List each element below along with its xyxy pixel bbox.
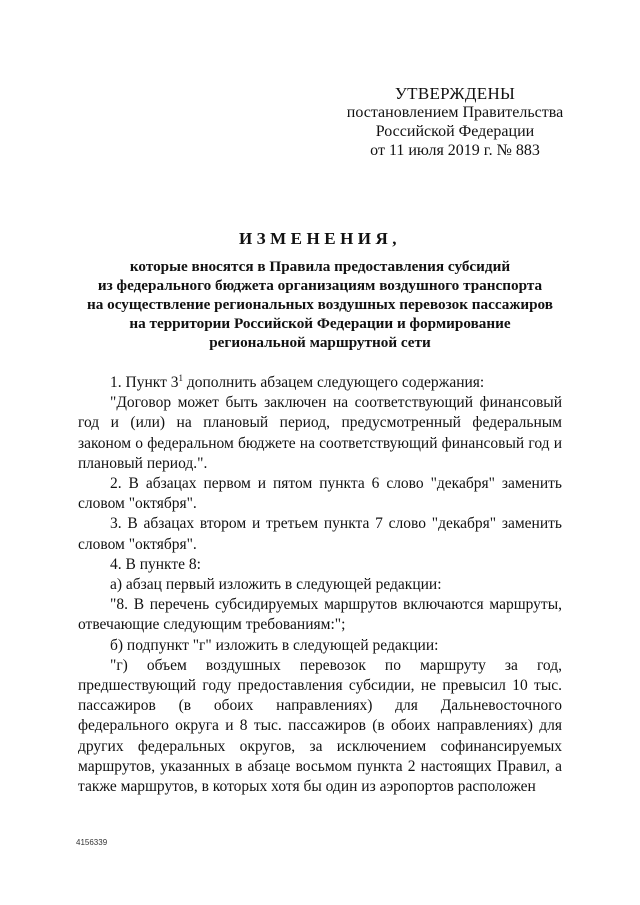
subtitle-line: региональной маршрутной сети bbox=[209, 334, 431, 351]
approved-title: УТВЕРЖДЕНЫ bbox=[394, 84, 516, 103]
paragraph-2: "Договор может быть заключен на соответствующий финансовый год и (или) на плановый период, предусмотренный федеральным законом о федеральном бюджете на соответствующий финансовый год и плановый период.". bbox=[78, 394, 562, 472]
document-code: 4156339 bbox=[76, 838, 108, 847]
paragraph-7: "8. В перечень субсидируемых маршрутов включаются маршруты, отвечающие следующим требованиям:"; bbox=[78, 596, 562, 634]
paragraph-1-end: дополнить абзацем следующего содержания: bbox=[182, 374, 485, 391]
approval-stamp bbox=[330, 84, 580, 160]
subtitle-line: из федерального бюджета организациям воздушного транспорта bbox=[97, 277, 543, 294]
approved-line-2: Российской Федерации bbox=[375, 123, 535, 140]
paragraph-8: б) подпункт "г" изложить в следующей редакции: bbox=[110, 636, 439, 654]
document-heading bbox=[70, 229, 570, 352]
paragraph-4: 3. В абзацах втором и третьем пункта 7 слово "декабря" заменить словом "октября". bbox=[78, 515, 562, 553]
subtitle-line: на осуществление региональных воздушных перевозок пассажиров bbox=[87, 296, 553, 313]
subtitle-line: которые вносятся в Правила предоставления субсидий bbox=[129, 258, 511, 275]
changes-title: ИЗМЕНЕНИЯ, bbox=[238, 229, 402, 248]
document-body bbox=[78, 373, 562, 797]
paragraph-1-start: 1. Пункт 3 bbox=[110, 374, 179, 391]
paragraph-5: 4. В пункте 8: bbox=[110, 555, 201, 573]
paragraph-9: "г) объем воздушных перевозок по маршруту за год, предшествующий году предоставления субсидии, не превысил 10 тыс. пассажиров (в обоих направлениях) для Дальневосточного федерального округа и 8 тыс. пассажиров (в обоих направлениях) для других федеральных округов, за исключением софинансируемых маршрутов, указанных в абзаце восьмом пункта 2 настоящих Правил, а также маршрутов, в которых хотя бы один из аэропортов расположен bbox=[78, 656, 562, 796]
approved-line-3: от 11 июля 2019 г. № 883 bbox=[370, 142, 540, 159]
paragraph-1-superscript: 1 bbox=[178, 373, 183, 383]
paragraph-3: 2. В абзацах первом и пятом пункта 6 слово "декабря" заменить словом "октября". bbox=[78, 475, 562, 513]
paragraph-1 bbox=[78, 373, 562, 393]
approved-line-1: постановлением Правительства bbox=[346, 104, 564, 121]
subtitle-line: на территории Российской Федерации и формирование bbox=[129, 315, 511, 332]
paragraph-6: а) абзац первый изложить в следующей редакции: bbox=[110, 576, 442, 594]
